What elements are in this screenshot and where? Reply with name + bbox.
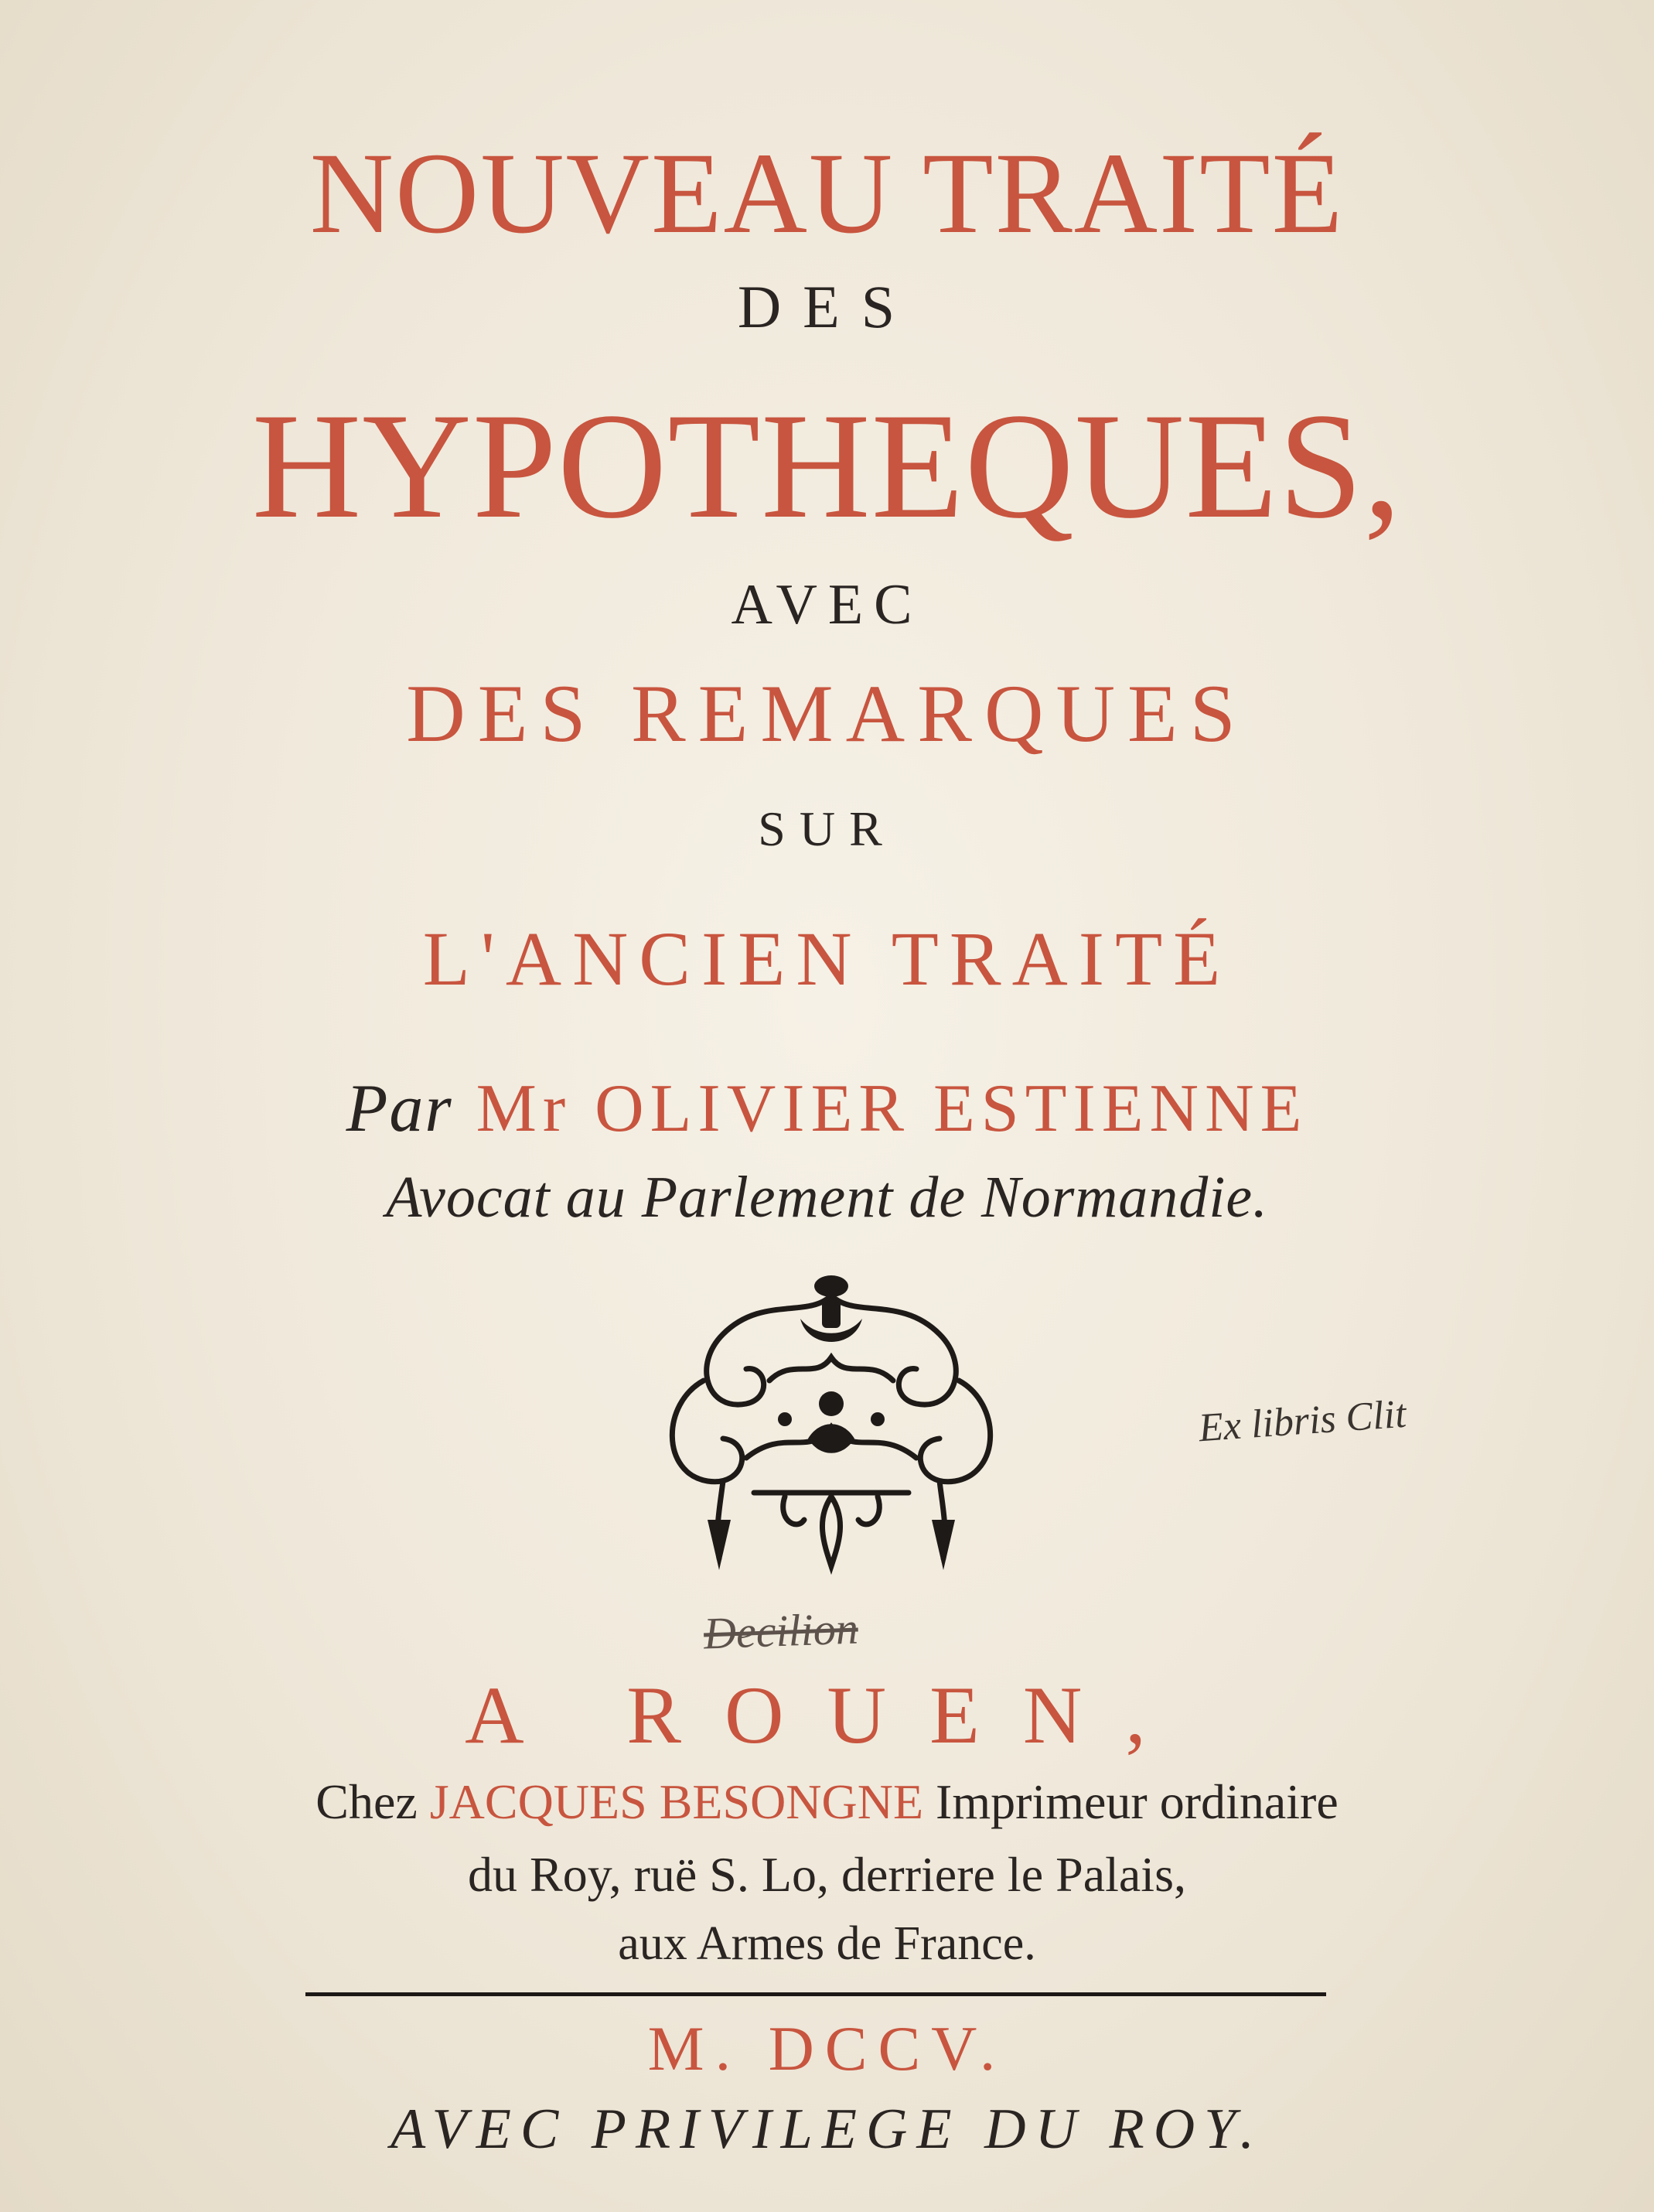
title-line-2: DES: [737, 273, 917, 340]
publisher-name: JACQUES BESONGNE: [429, 1774, 924, 1829]
author-title: Avocat au Parlement de Normandie.: [385, 1165, 1269, 1230]
publisher-prefix: Chez: [315, 1774, 418, 1829]
title-line-4: AVEC: [731, 573, 923, 637]
publisher-role: Imprimeur ordinaire: [936, 1774, 1339, 1829]
title-line-6: SUR: [758, 801, 896, 856]
main-title: HYPOTHEQUES,: [251, 382, 1403, 550]
imprint-line-2: du Roy, ruë S. Lo, derriere le Palais,: [468, 1847, 1186, 1902]
author-prefix: Par: [346, 1071, 453, 1146]
imprint-line-1: [0, 1774, 1654, 1829]
imprint-year: M. DCCV.: [647, 2013, 1007, 2084]
handwritten-margin-note: Ex libris Clit: [1197, 1391, 1408, 1451]
imprint-rule: [305, 1992, 1326, 1996]
title-line-5: DES REMARQUES: [406, 668, 1248, 759]
struck-handwritten-word: Decilion: [702, 1603, 859, 1659]
imprint-line-3: aux Armes de France.: [618, 1917, 1036, 1970]
imprint-place: A ROUEN,: [465, 1670, 1189, 1760]
privilege-line: AVEC PRIVILEGE DU ROY.: [390, 2098, 1264, 2161]
title-line-1: NOUVEAU TRAITÉ: [309, 129, 1345, 258]
author-name: Mr OLIVIER ESTIENNE: [476, 1071, 1308, 1146]
title-line-7: L'ANCIEN TRAITÉ: [422, 916, 1232, 1002]
author-line: [0, 1071, 1654, 1146]
fleuron-ornament-icon: [630, 1265, 1032, 1582]
